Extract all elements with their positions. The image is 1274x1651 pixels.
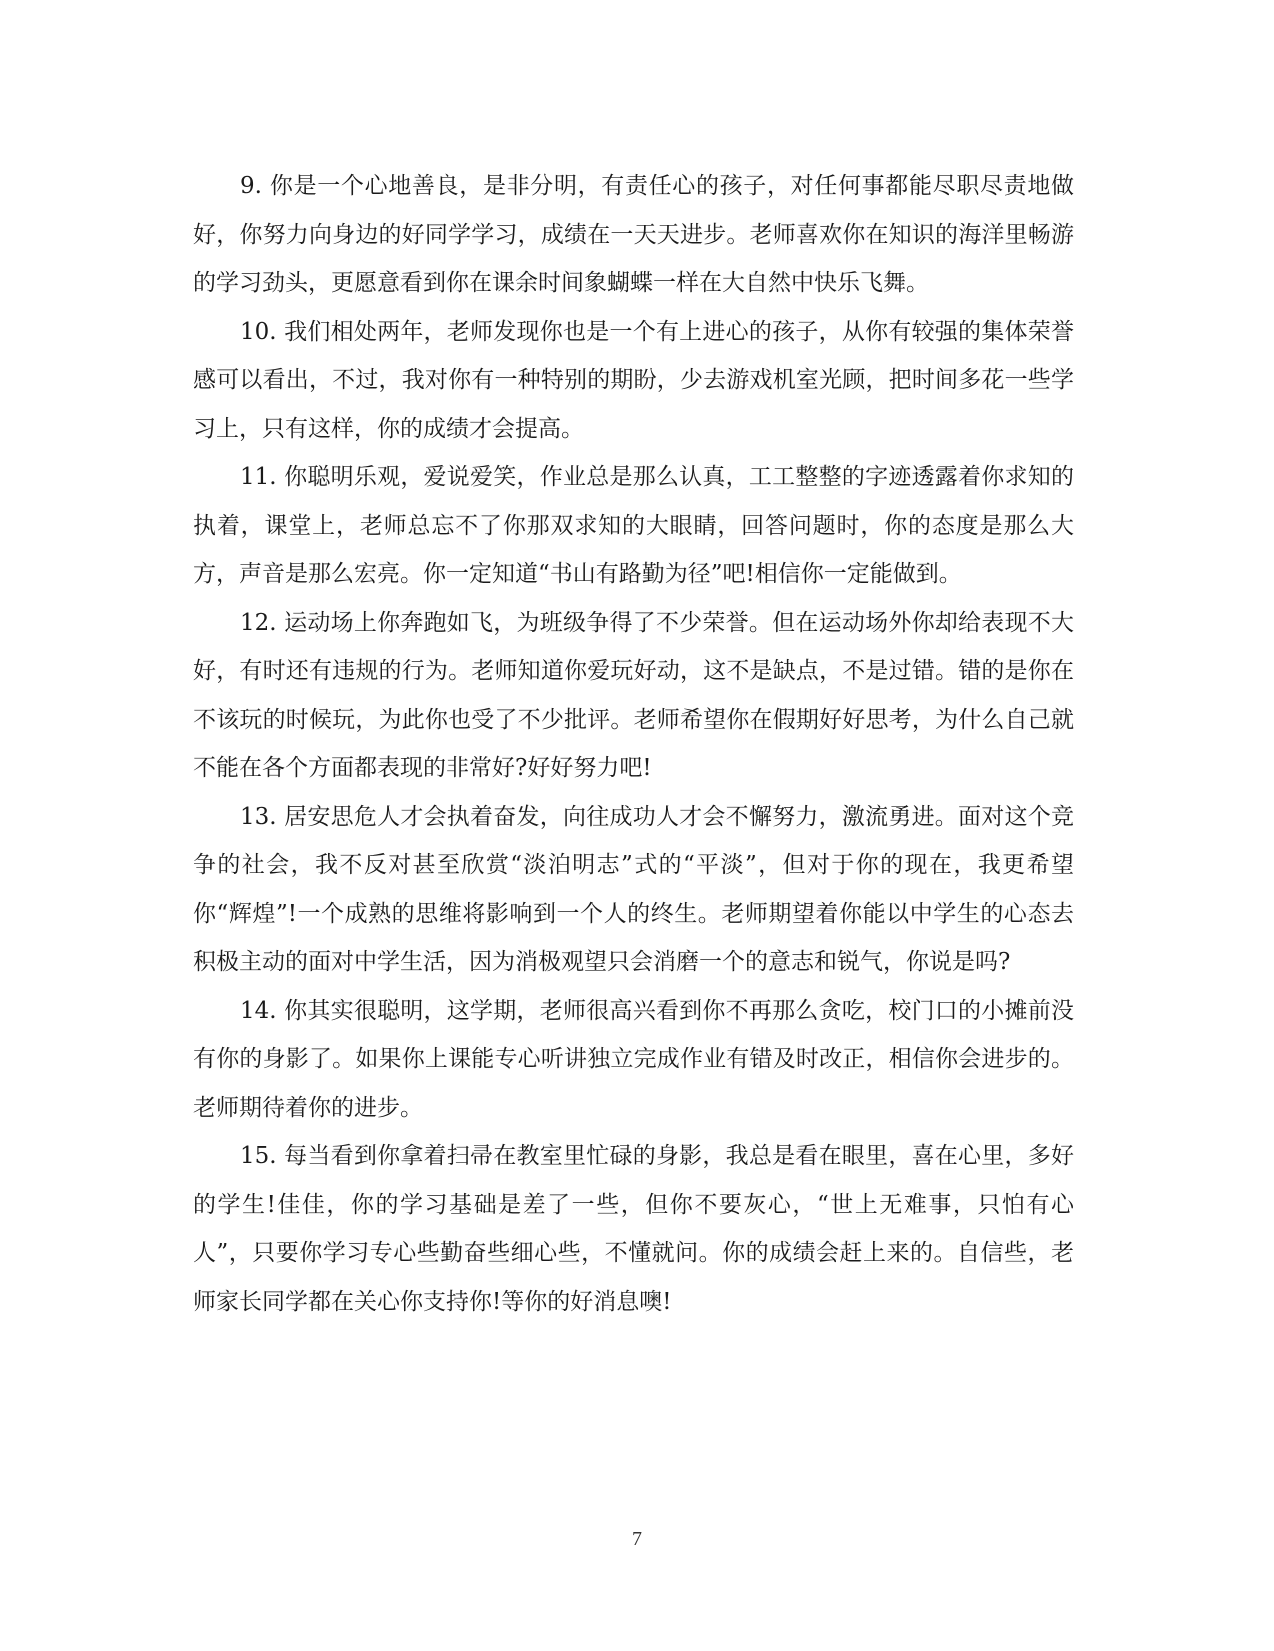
document-body — [193, 162, 1074, 1326]
comment-paragraph-11: 11. 你聪明乐观，爱说爱笑，作业总是那么认真，工工整整的字迹透露着你求知的执着，课堂上，老师总忘不了你那双求知的大眼睛，回答问题时，你的态度是那么大方，声音是那么宏亮。你一定知道“书山有路勤为径”吧!相信你一定能做到。 — [193, 464, 1074, 587]
comment-paragraph-9: 9. 你是一个心地善良，是非分明，有责任心的孩子，对任何事都能尽职尽责地做好，你努力向身边的好同学学习，成绩在一天天进步。老师喜欢你在知识的海洋里畅游的学习劲头，更愿意看到你在课余时间象蝴蝶一样在大自然中快乐飞舞。 — [193, 173, 1074, 296]
comment-paragraph-10: 10. 我们相处两年，老师发现你也是一个有上进心的孩子，从你有较强的集体荣誉感可以看出，不过，我对你有一种特别的期盼，少去游戏机室光顾，把时间多花一些学习上，只有这样，你的成绩才会提高。 — [193, 318, 1074, 442]
comment-paragraph-14: 14. 你其实很聪明，这学期，老师很高兴看到你不再那么贪吃，校门口的小摊前没有你的身影了。如果你上课能专心听讲独立完成作业有错及时改正，相信你会进步的。老师期待着你的进步。 — [193, 997, 1074, 1121]
comment-paragraph-13: 13. 居安思危人才会执着奋发，向往成功人才会不懈努力，激流勇进。面对这个竞争的社会，我不反对甚至欣赏“淡泊明志”式的“平淡”，但对于你的现在，我更希望你“辉煌”!一个成熟的思维将影响到一个人的终生。老师期望着你能以中学生的心态去积极主动的面对中学生活，因为消极观望只会消磨一个的意志和锐气，你说是吗? — [193, 803, 1074, 975]
page-number: 7 — [632, 1528, 642, 1550]
comment-paragraph-15: 15. 每当看到你拿着扫帚在教室里忙碌的身影，我总是看在眼里，喜在心里，多好的学生!佳佳，你的学习基础是差了一些，但你不要灰心，“世上无难事，只怕有心人”，只要你学习专心些勤奋些细心些，不懂就问。你的成绩会赶上来的。自信些，老师家长同学都在关心你支持你!等你的好消息噢! — [193, 1143, 1074, 1315]
comment-paragraph-12: 12. 运动场上你奔跑如飞，为班级争得了不少荣誉。但在运动场外你却给表现不大好，有时还有违规的行为。老师知道你爱玩好动，这不是缺点，不是过错。错的是你在不该玩的时候玩，为此你也受了不少批评。老师希望你在假期好好思考，为什么自己就不能在各个方面都表现的非常好?好好努力吧! — [193, 609, 1074, 781]
